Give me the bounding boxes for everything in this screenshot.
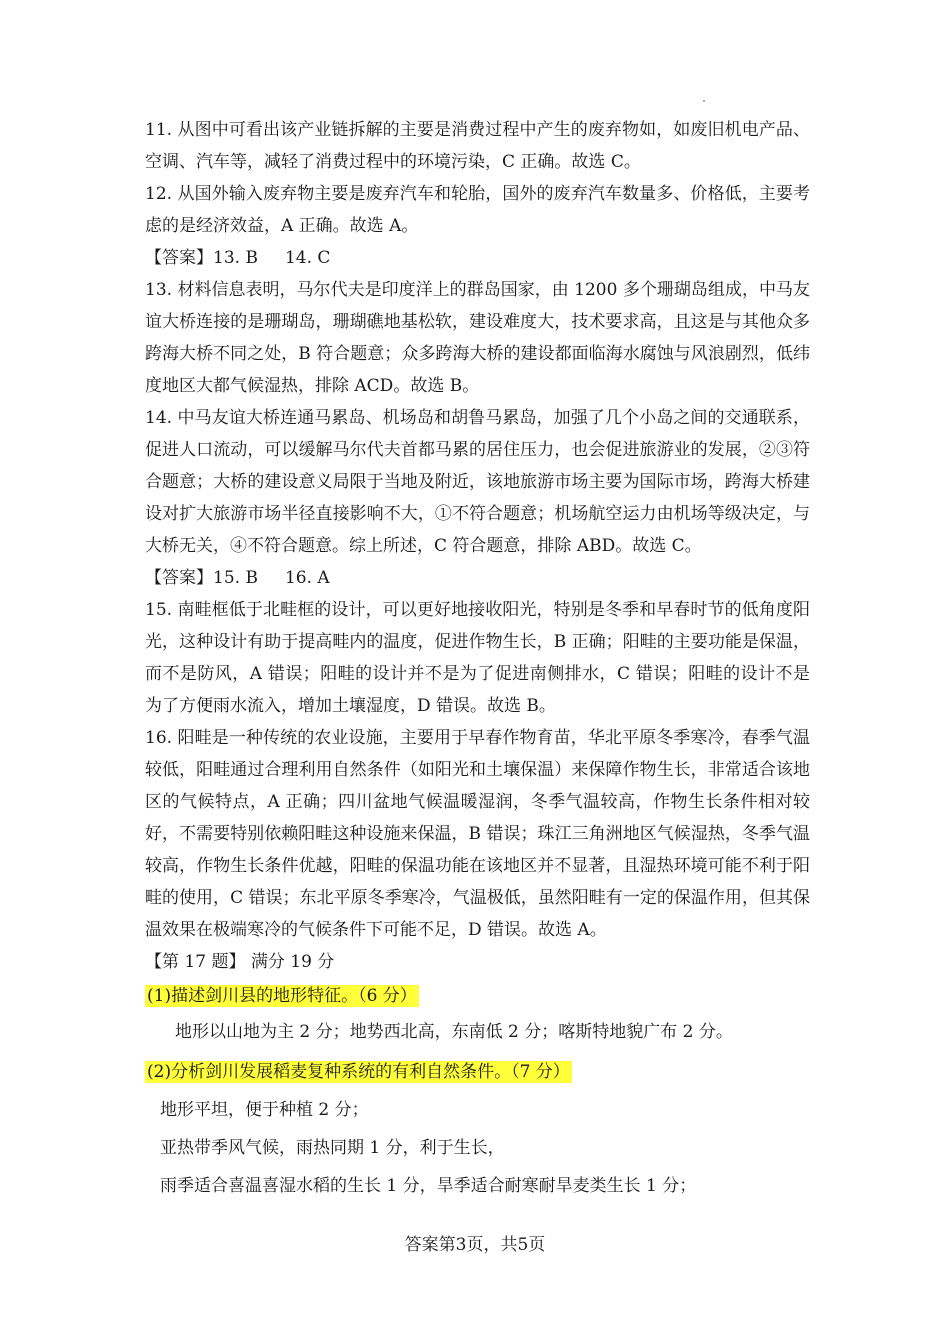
answer-15: 15. 南畦框低于北畦框的设计，可以更好地接收阳光，特别是冬季和早春时节的低角度阳光，这种设计有助于提高畦内的温度，促进作物生长，B 正确；阳畦的主要功能是保温，而不是防风，A 错误；阳畦的设计并不是为了促进南侧排水，C 错误；阳畦的设计不是为了方便雨水流入，增加土壤湿度，D 错误。故选 B。 [145,600,810,716]
question-17-part1 [145,980,810,1012]
question-17-part1-answer: 地形以山地为主 2 分；地势西北高，东南低 2 分；喀斯特地貌广布 2 分。 [175,1022,733,1042]
page-content [145,114,810,1208]
answer-key-15-16: 【答案】15. B 16. A [145,568,330,588]
answer-11: 11. 从图中可看出该产业链拆解的主要是消费过程中产生的废弃物如，如废旧机电产品、空调、汽车等，减轻了消费过程中的环境污染，C 正确。故选 C。 [145,120,810,172]
highlighted-question: (1)描述剑川县的地形特征。（6 分） [147,986,417,1006]
question-17-header: 【第 17 题】 满分 19 分 [145,952,335,972]
question-17-part2-answer-line: 地形平坦，便于种植 2 分； [160,1100,369,1120]
page-footer: 答案第3页，共5页 [404,1235,546,1255]
scan-speck [703,100,705,102]
answer-key-13-14: 【答案】13. B 14. C [145,248,331,268]
answer-13: 13. 材料信息表明，马尔代夫是印度洋上的群岛国家，由 1200 多个珊瑚岛组成，中马友谊大桥连接的是珊瑚岛，珊瑚礁地基松软，建设难度大，技术要求高，且这是与其他众多跨海大桥不同之处，B 符合题意；众多跨海大桥的建设都面临海水腐蚀与风浪剧烈，低纬度地区大都气候湿热，排除 ACD。故选 B。 [145,280,810,396]
question-17-part2-answer-line: 亚热带季风气候，雨热同期 1 分，利于生长， [160,1138,505,1158]
highlighted-question: (2)分析剑川发展稻麦复种系统的有利自然条件。（7 分） [147,1062,570,1082]
question-17-part2-answer-line: 雨季适合喜温喜湿水稻的生长 1 分，旱季适合耐寒耐旱麦类生长 1 分； [160,1176,697,1196]
question-17-part2 [145,1056,810,1088]
answer-14: 14. 中马友谊大桥连通马累岛、机场岛和胡鲁马累岛，加强了几个小岛之间的交通联系，促进人口流动，可以缓解马尔代夫首都马累的居住压力，也会促进旅游业的发展，②③符合题意；大桥的建设意义局限于当地及附近，该地旅游市场主要为国际市场，跨海大桥建设对扩大旅游市场半径直接影响不大，①不符合题意；机场航空运力由机场等级决定，与大桥无关，④不符合题意。综上所述，C 符合题意，排除 ABD。故选 C。 [145,408,810,556]
answer-12: 12. 从国外输入废弃物主要是废弃汽车和轮胎，国外的废弃汽车数量多、价格低，主要考虑的是经济效益，A 正确。故选 A。 [145,184,810,236]
answer-16: 16. 阳畦是一种传统的农业设施，主要用于早春作物育苗，华北平原冬季寒冷，春季气温较低，阳畦通过合理利用自然条件（如阳光和土壤保温）来保障作物生长，非常适合该地区的气候特点，A 正确；四川盆地气候温暖湿润，冬季气温较高，作物生长条件相对较好，不需要特别依赖阳畦这种设施来保温，B 错误；珠江三角洲地区气候湿热，冬季气温较高，作物生长条件优越，阳畦的保温功能在该地区并不显著，且湿热环境可能不利于阳畦的使用，C 错误；东北平原冬季寒冷，气温极低，虽然阳畦有一定的保温作用，但其保温效果在极端寒冷的气候条件下可能不足，D 错误。故选 A。 [145,728,810,940]
